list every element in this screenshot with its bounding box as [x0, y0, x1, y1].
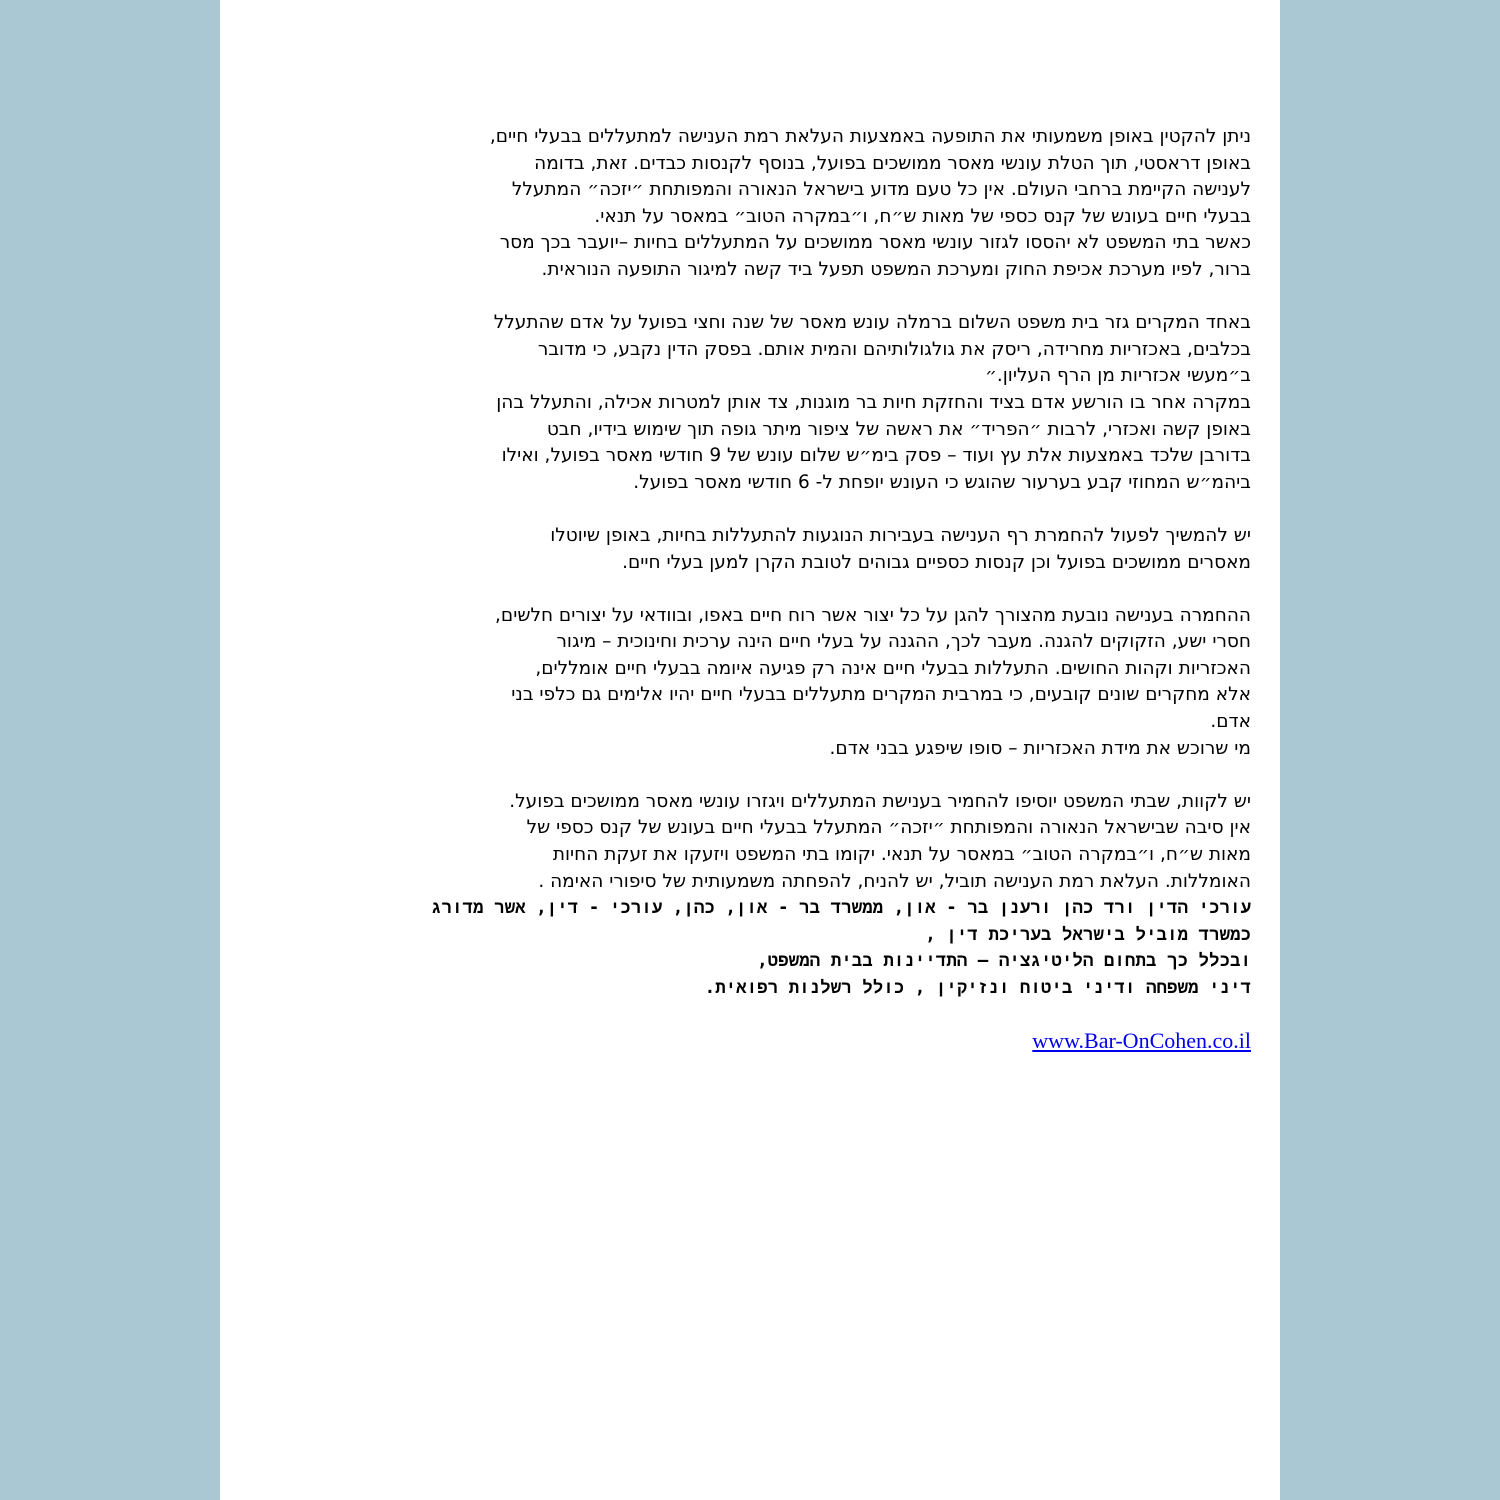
text-line: לענישה הקיימת ברחבי העולם. אין כל טעם מדוע בישראל הנאורה והמפותחת ״יזכה״ המתעלל — [511, 179, 1251, 201]
paragraph — [250, 310, 1251, 496]
link-row — [250, 1028, 1251, 1057]
text-line: ב״מעשי אכזריות מן הרף העליון.״ — [984, 365, 1251, 387]
text-line: חסרי ישע, הזקוקים להגנה. מעבר לכך, ההגנה על בעלי חיים הינה ערכית וחינוכית – מיגור — [556, 631, 1251, 653]
text-line: האכזריות וקהות החושים. התעללות בבעלי חיים אינה רק פגיעה איומה בבעלי חיים אומללים, — [535, 657, 1251, 679]
text-line: אדם. — [1210, 711, 1251, 733]
text-line: יש להמשיך לפעול להחמרת רף הענישה בעבירות הנוגעות להתעללות בחיות, באופן שיוטלו — [550, 524, 1251, 546]
text-line: ברור, לפיו מערכת אכיפת החוק ומערכת המשפט תפעל ביד קשה למיגור התופעה הנוראית. — [541, 258, 1251, 280]
paragraph — [250, 603, 1251, 763]
text-line: יש לקוות, שבתי המשפט יוסיפו להחמיר בענישת המתעללים ויגזרו עונשי מאסר ממושכים בפועל. — [509, 790, 1251, 812]
firm-credit-line: עורכי הדין ורד כהן ורענן בר - און, ממשרד בר - און, כהן, עורכי - דין, אשר מדורג — [431, 898, 1251, 919]
firm-credit-line: ובכלל כך בתחום הליטיגציה – התדיינות בבית המשפט, — [757, 951, 1251, 972]
firm-credit-line: דיני משפחה ודיני ביטוח ונזיקין , כולל רשלנות רפואית. — [704, 978, 1251, 998]
text-line: מאות ש״ח, ו״במקרה הטוב״ במאסר על תנאי. יקומו בתי המשפט ויזעקו את זעקת החיות — [552, 844, 1251, 866]
paragraph — [250, 124, 1251, 284]
text-line: אין סיבה שבישראל הנאורה והמפותחת ״יזכה״ המתעלל בבעלי חיים בעונש של קנס כספי של — [526, 817, 1251, 839]
text-line: מאסרים ממושכים בפועל וכן קנסות כספיים גבוהים לטובת הקרן למען בעלי חיים. — [622, 551, 1251, 573]
text-line: במקרה אחר בו הורשע אדם בציד והחזקת חיות בר מוגנות, צד אותן למטרות אכילה, והתעלל בהן — [496, 391, 1251, 413]
website-link[interactable]: www.Bar-OnCohen.co.il — [1032, 1028, 1251, 1054]
text-line: בבעלי חיים בעונש של קנס כספי של מאות ש״ח, ו״במקרה הטוב״ במאסר על תנאי. — [594, 205, 1251, 227]
document-page — [220, 0, 1280, 1500]
text-line: באופן דראסטי, תוך הטלת עונשי מאסר ממושכים בפועל, בנוסף לקנסות כבדים. זאת, בדומה — [534, 152, 1251, 174]
text-line: בדורבן שלכד באמצעות אלת עץ ועוד – פסק בימ״ש שלום עונש של 9 חודשי מאסר בפועל, ואילו — [501, 445, 1251, 467]
text-line: כאשר בתי המשפט לא יהססו לגזור עונשי מאסר ממושכים על המתעללים בחיות –יועבר בכך מסר — [499, 232, 1251, 254]
text-line: באחד המקרים גזר בית משפט השלום ברמלה עונש מאסר של שנה וחצי בפועל על אדם שהתעלל — [493, 312, 1251, 334]
text-line: האומללות. העלאת רמת הענישה תוביל, יש להניח, להפחתה משמעותית של סיפורי האימה . — [538, 870, 1251, 892]
text-line: ניתן להקטין באופן משמעותי את התופעה באמצעות העלאת רמת הענישה למתעללים בבעלי חיים, — [489, 126, 1251, 147]
text-line: ביהמ״ש המחוזי קבע בערעור שהוגש כי העונש יופחת ל- 6 חודשי מאסר בפועל. — [633, 471, 1251, 493]
text-line: בכלבים, באכזריות מחרידה, ריסק את גולגולותיהם והמית אותם. בפסק הדין נקבע, כי מדובר — [537, 338, 1251, 360]
text-line: מי שרוכש את מידת האכזריות – סופו שיפגע בבני אדם. — [829, 737, 1251, 759]
text-line: אלא מחקרים שונים קובעים, כי במרבית המקרים מתעללים בבעלי חיים יהיו אלימים גם כלפי בני — [511, 684, 1251, 706]
text-line: ההחמרה בענישה נובעת מהצורך להגן על כל יצור אשר רוח חיים באפו, ובוודאי על יצורים חלשים, — [495, 604, 1251, 626]
firm-credit-line: כמשרד מוביל בישראל בעריכת דין , — [925, 924, 1251, 945]
paragraph — [250, 523, 1251, 576]
text-line: באופן קשה ואכזרי, לרבות ״הפריד״ את ראשה של ציפור מיתר גופה תוך שימוש בידיו, חבט — [546, 418, 1251, 440]
document-body — [250, 124, 1251, 1057]
paragraph — [250, 789, 1251, 1002]
